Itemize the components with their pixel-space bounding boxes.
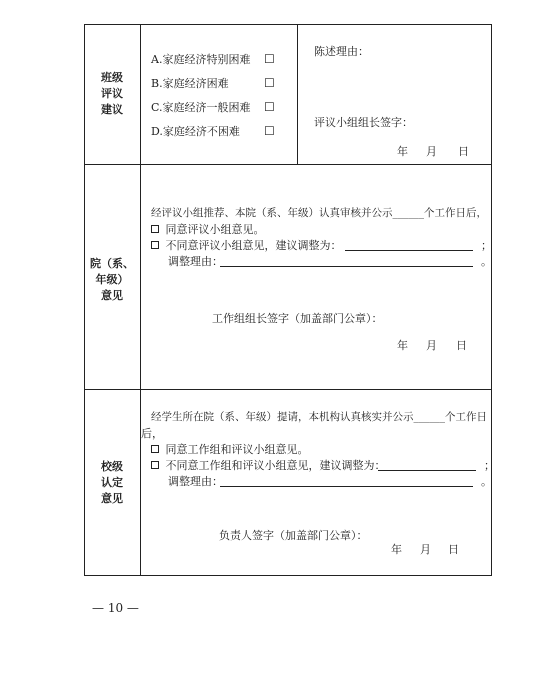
- semicolon: ；: [484, 459, 495, 472]
- section2-label: [84, 256, 140, 304]
- date-year: 年: [397, 145, 408, 158]
- school-statement-line2: 后，: [141, 427, 163, 440]
- date-day: 日: [458, 145, 469, 158]
- option-a-label: A.家庭经济特别困难: [151, 53, 251, 66]
- school-agree-text: 同意工作组和评议小组意见。: [165, 443, 309, 456]
- college-signature-label: 工作组组长签字（加盖部门公章）：: [212, 312, 383, 325]
- school-reason-label: 调整理由：: [168, 475, 223, 488]
- section2-label-line: 年级）: [95, 273, 129, 286]
- school-disagree-text: 不同意工作组和评议小组意见，建议调整为：: [165, 459, 386, 472]
- school-adjustment-field[interactable]: [378, 470, 476, 471]
- date-month: 月: [426, 145, 437, 158]
- school-statement-line1: 经学生所在院（系、年级）提请，本机构认真核实并公示______个工作日: [151, 411, 487, 423]
- school-reason-field[interactable]: [220, 486, 473, 487]
- college-disagree-text: 不同意评议小组意见，建议调整为：: [165, 239, 342, 252]
- school-signature-label: 负责人签字（加盖部门公章）：: [219, 529, 368, 542]
- period: 。: [481, 255, 492, 268]
- semicolon: ；: [481, 239, 492, 252]
- date-month: 月: [420, 543, 431, 556]
- date-year: 年: [397, 339, 408, 352]
- college-disagree-option[interactable]: [151, 240, 342, 251]
- college-agree-option[interactable]: [151, 224, 265, 235]
- checkbox[interactable]: [151, 445, 159, 453]
- checkbox[interactable]: [151, 241, 159, 249]
- checkbox[interactable]: [151, 225, 159, 233]
- section2-label-line: 意见: [101, 289, 123, 302]
- section1-label-line: 建议: [101, 103, 123, 116]
- option-d-label: D.家庭经济不困难: [151, 125, 240, 138]
- section1-label: [84, 70, 140, 118]
- option-b-checkbox[interactable]: ☐: [264, 76, 275, 90]
- reason-label: 陈述理由：: [314, 45, 369, 58]
- option-b-label: B.家庭经济困难: [151, 77, 229, 90]
- college-reason-label: 调整理由：: [168, 255, 223, 268]
- section3-label-line: 认定: [101, 476, 123, 489]
- option-a-checkbox[interactable]: ☐: [264, 52, 275, 66]
- date-year: 年: [391, 543, 402, 556]
- date-day: 日: [448, 543, 459, 556]
- date-day: 日: [456, 339, 467, 352]
- school-agree-option[interactable]: [151, 444, 309, 455]
- checkbox[interactable]: [151, 461, 159, 469]
- row-divider-1: [84, 164, 492, 165]
- page-number: — 10 —: [92, 601, 139, 615]
- option-c-label: C.家庭经济一般困难: [151, 101, 251, 114]
- college-statement: 经评议小组推荐、本院（系、年级）认真审核并公示______个工作日后，: [151, 207, 487, 219]
- section3-label: [84, 459, 140, 507]
- option-d-checkbox[interactable]: ☐: [264, 124, 275, 138]
- college-agree-text: 同意评议小组意见。: [165, 223, 265, 236]
- college-reason-field[interactable]: [220, 266, 473, 267]
- school-disagree-option[interactable]: [151, 460, 386, 471]
- date-month: 月: [426, 339, 437, 352]
- section1-label-line: 评议: [101, 87, 123, 100]
- college-adjustment-field[interactable]: [345, 250, 473, 251]
- section3-label-line: 校级: [101, 460, 123, 473]
- section1-column-divider: [297, 24, 298, 164]
- section2-label-line: 院（系、: [90, 257, 134, 270]
- section3-label-line: 意见: [101, 492, 123, 505]
- class-signature-label: 评议小组组长签字：: [314, 116, 413, 129]
- option-c-checkbox[interactable]: ☐: [264, 100, 275, 114]
- label-column-divider: [140, 24, 141, 576]
- assessment-table: [84, 24, 492, 576]
- section1-label-line: 班级: [101, 71, 123, 84]
- period: 。: [481, 475, 492, 488]
- row-divider-2: [84, 389, 492, 390]
